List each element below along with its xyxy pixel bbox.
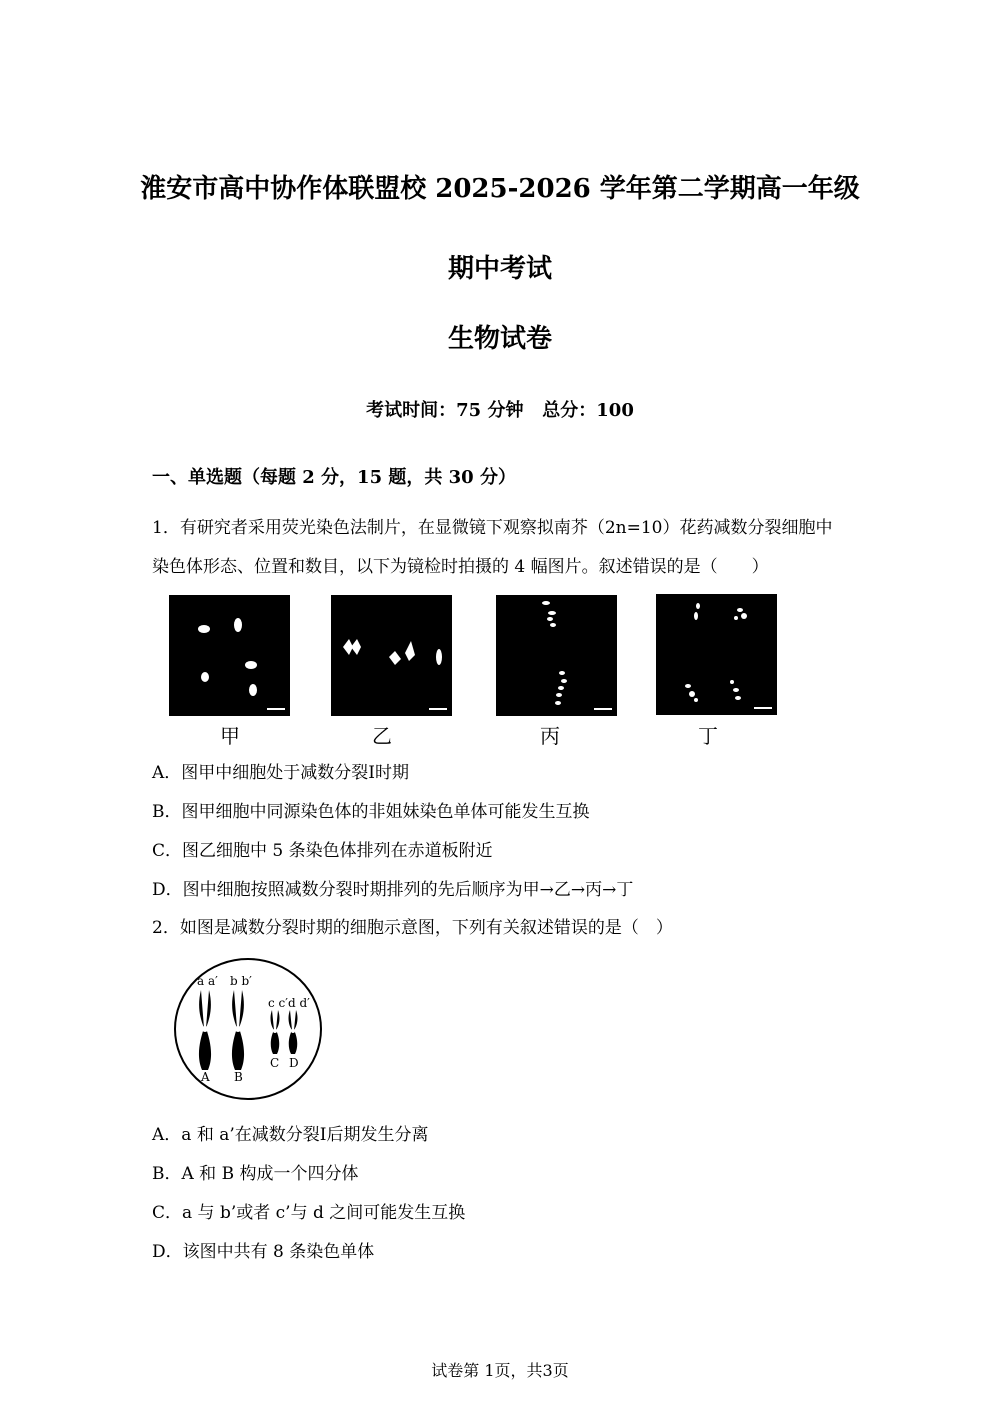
exam-title-line1: 淮安市高中协作体联盟校 2025-2026 学年第二学期高一年级 [140,174,860,204]
panel-bing [496,595,617,716]
exam-title-line3: 生物试卷 [447,324,552,354]
q2-option-b: B．A 和 B 构成一个四分体 [152,1164,359,1184]
panel-label-ding: 丁 [698,724,718,748]
q1-figure [168,594,788,749]
label-C: C [270,1056,280,1070]
label-bb: b b′ [230,974,252,988]
q1-option-b: B．图甲细胞中同源染色体的非姐妹染色单体可能发生互换 [152,802,590,822]
label-B: B [234,1070,243,1084]
panel-ding [656,594,777,715]
label-A: A [201,1070,210,1084]
q1-option-c: C．图乙细胞中 5 条染色体排列在赤道板附近 [152,841,493,861]
q1-option-d: D．图中细胞按照减数分裂时期排列的先后顺序为甲→乙→丙→丁 [152,880,634,900]
exam-title-line2: 期中考试 [447,254,552,284]
panel-yi [331,595,452,716]
q2-option-d: D．该图中共有 8 条染色单体 [152,1242,375,1262]
q2-option-a: A．a 和 a’在减数分裂Ⅰ后期发生分离 [152,1125,429,1145]
panel-jia [169,595,290,716]
panel-label-yi: 乙 [372,724,392,748]
label-ccdd: c c′d d′ [268,996,310,1010]
q2-stem: 2．如图是减数分裂时期的细胞示意图，下列有关叙述错误的是（ ） [152,918,673,938]
q2-option-c: C．a 与 b’或者 c’与 d 之间可能发生互换 [152,1203,466,1223]
page-footer: 试卷第 1页，共3页 [431,1361,569,1380]
q1-stem-line2: 染色体形态、位置和数目，以下为镜检时拍摄的 4 幅图片。叙述错误的是（ ） [152,557,769,577]
q1-option-a: A．图甲中细胞处于减数分裂Ⅰ时期 [152,763,409,783]
q1-stem-line1: 1．有研究者采用荧光染色法制片，在显微镜下观察拟南芥（2n=10）花药减数分裂细胞中 [152,518,833,538]
panel-label-bing: 丙 [540,724,560,748]
panel-label-jia: 甲 [220,724,240,748]
section-heading: 一、单选题（每题 2 分，15 题，共 30 分） [152,467,516,488]
exam-info: 考试时间：75 分钟 总分：100 [366,400,634,421]
label-D: D [289,1056,299,1070]
q2-cell-diagram [172,956,324,1102]
label-aa: a a′ [197,974,218,988]
